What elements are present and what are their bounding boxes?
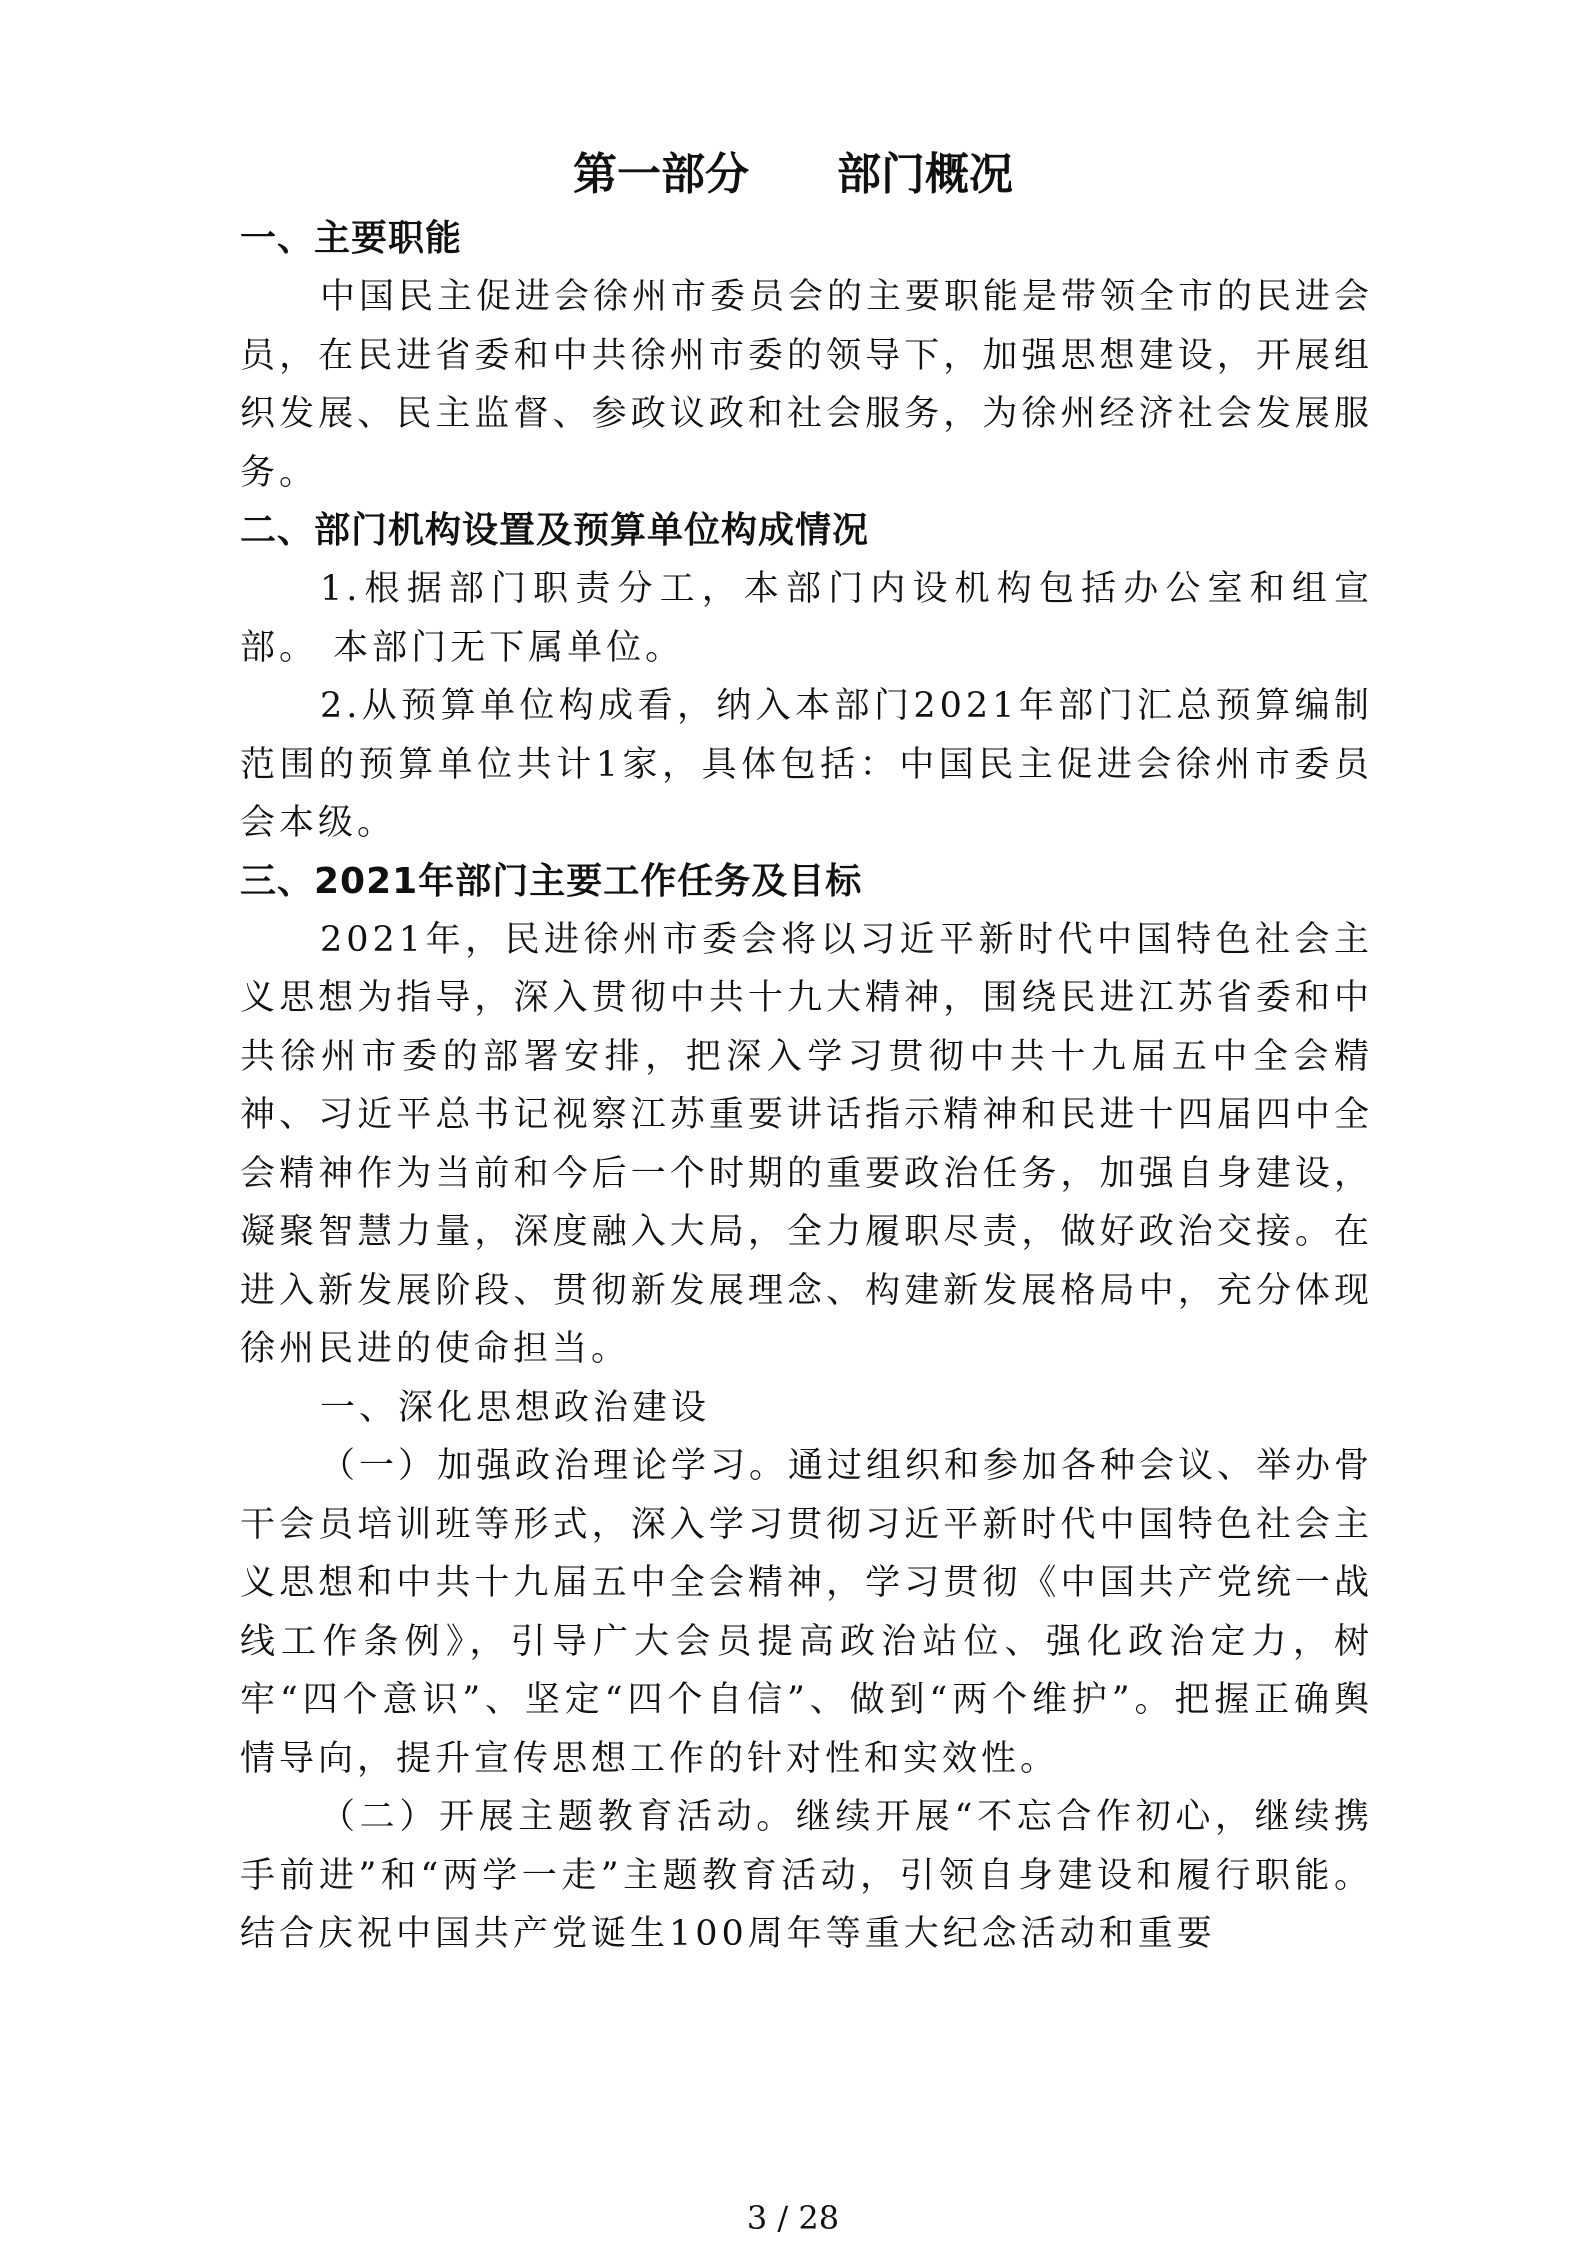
section-heading-main-functions: 一、主要职能 (240, 218, 463, 259)
section-heading-tasks-goals: 三、2021年部门主要工作任务及目标 (240, 860, 863, 902)
page-number: 3 / 28 (746, 2199, 840, 2237)
paragraph-theme-education: （二）开展主题教育活动。继续开展“不忘合作初心，继续携手前进”和“两学一走”主题教育活动，引领自身建设和履行职能。结合庆祝中国共产党诞生100周年等重大纪念活动和重要 (240, 1797, 1373, 1954)
document-body (240, 210, 1373, 1964)
paragraph-tasks-intro: 2021年，民进徐州市委会将以习近平新时代中国特色社会主义思想为指导，深入贯彻中共十九大精神，围绕民进江苏省委和中共徐州市委的部署安排，把深入学习贯彻中共十九届五中全会精神、习近平总书记视察江苏重要讲话指示精神和民进十四届四中全会精神作为当前和今后一个时期的重要政治任务，加强自身建设，凝聚智慧力量，深度融入大局，全力履职尽责，做好政治交接。在进入新发展阶段、贯彻新发展理念、构建新发展格局中，充分体现徐州民进的使命担当。 (240, 919, 1373, 1369)
paragraph-organization-2: 2.从预算单位构成看，纳入本部门2021年部门汇总预算编制范围的预算单位共计1家，具体包括：中国民主促进会徐州市委员会本级。 (240, 686, 1373, 843)
page-title: 第一部分 部门概况 (573, 149, 1013, 200)
paragraph-organization-1: 1.根据部门职责分工，本部门内设机构包括办公室和组宣部。 本部门无下属单位。 (240, 569, 1373, 668)
paragraph-subheading-ideology: 一、深化思想政治建设 (320, 1387, 711, 1428)
paragraph-main-functions: 中国民主促进会徐州市委员会的主要职能是带领全市的民进会员，在民进省委和中共徐州市委的领导下，加强思想建设，开展组织发展、民主监督、参政议政和社会服务，为徐州经济社会发展服务。 (240, 277, 1374, 493)
section-heading-organization: 二、部门机构设置及预算单位构成情况 (240, 510, 870, 551)
paragraph-political-theory: （一）加强政治理论学习。通过组织和参加各种会议、举办骨干会员培训班等形式，深入学习贯彻习近平新时代中国特色社会主义思想和中共十九届五中全会精神，学习贯彻《中国共产党统一战线工作条例》，引导广大会员提高政治站位、强化政治定力，树牢“四个意识”、坚定“四个自信”、做到“两个维护”。把握正确舆情导向，提升宣传思想工作的针对性和实效性。 (240, 1446, 1374, 1779)
